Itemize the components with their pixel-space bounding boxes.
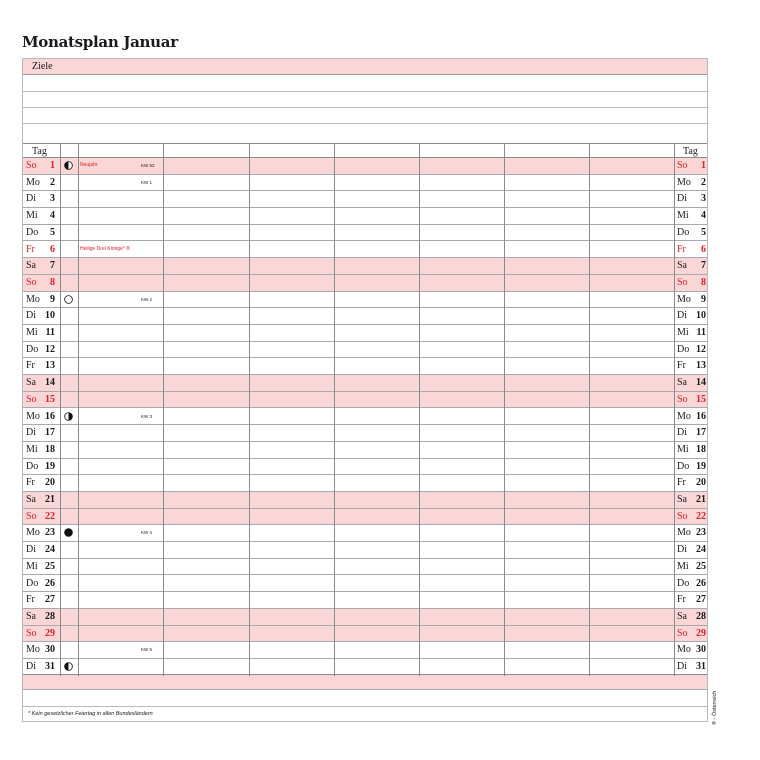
day-name: Mo bbox=[26, 410, 40, 422]
day-number: 16 bbox=[45, 410, 55, 422]
day-name: Sa bbox=[26, 260, 36, 272]
column-divider bbox=[419, 143, 420, 676]
day-name-right: Mi bbox=[677, 443, 689, 455]
day-name-right: Fr bbox=[677, 243, 686, 255]
day-number-right: 29 bbox=[696, 627, 706, 639]
day-number: 20 bbox=[45, 477, 55, 489]
day-row bbox=[23, 642, 707, 659]
day-number: 8 bbox=[50, 276, 55, 288]
page-title: Monatsplan Januar bbox=[22, 33, 178, 51]
day-row bbox=[23, 525, 707, 542]
day-row bbox=[23, 175, 707, 192]
day-number: 26 bbox=[45, 577, 55, 589]
day-number-right: 22 bbox=[696, 510, 706, 522]
day-row bbox=[23, 509, 707, 526]
footnote: * Kein gesetzlicher Feiertag in allen Bundesländern bbox=[28, 711, 153, 717]
day-row bbox=[23, 425, 707, 442]
day-number-right: 26 bbox=[696, 577, 706, 589]
day-name: Mo bbox=[26, 644, 40, 656]
moon-phase-icon bbox=[64, 662, 73, 671]
day-number: 25 bbox=[45, 560, 55, 572]
day-number-right: 16 bbox=[696, 410, 706, 422]
day-number-right: 25 bbox=[696, 560, 706, 572]
day-row bbox=[23, 258, 707, 275]
day-number-right: 14 bbox=[696, 377, 706, 389]
day-number: 27 bbox=[45, 594, 55, 606]
day-number: 7 bbox=[50, 260, 55, 272]
month-plan-frame bbox=[22, 58, 708, 722]
day-name-right: So bbox=[677, 160, 688, 171]
day-name: Do bbox=[26, 226, 39, 238]
day-number-right: 2 bbox=[701, 176, 706, 188]
day-name-right: Mo bbox=[677, 527, 691, 539]
day-number-right: 20 bbox=[696, 477, 706, 489]
goal-line bbox=[23, 91, 707, 92]
day-name: Do bbox=[26, 343, 39, 355]
day-number: 28 bbox=[45, 610, 55, 622]
day-name: Di bbox=[26, 193, 36, 205]
holiday-note: Heilige Drei Könige* ® bbox=[80, 245, 130, 252]
day-number-right: 12 bbox=[696, 343, 706, 355]
day-name-right: So bbox=[677, 627, 688, 639]
holiday-note: Neujahr bbox=[80, 162, 98, 168]
day-number-right: 27 bbox=[696, 594, 706, 606]
day-row bbox=[23, 576, 707, 593]
day-name-right: Sa bbox=[677, 494, 687, 505]
day-name: Mo bbox=[26, 527, 40, 539]
day-name-right: Do bbox=[677, 460, 690, 472]
day-number: 12 bbox=[45, 343, 55, 355]
day-number-right: 6 bbox=[701, 243, 706, 255]
week-number: KW 2 bbox=[141, 296, 153, 302]
day-name-right: So bbox=[677, 276, 688, 288]
day-row bbox=[23, 325, 707, 342]
day-number: 1 bbox=[50, 160, 55, 171]
day-name: Fr bbox=[26, 594, 35, 606]
day-number-right: 15 bbox=[696, 393, 706, 405]
day-number: 29 bbox=[45, 627, 55, 639]
day-name-right: Do bbox=[677, 343, 690, 355]
day-name-right: Mo bbox=[677, 644, 691, 656]
day-row bbox=[23, 542, 707, 559]
day-name: So bbox=[26, 510, 37, 522]
column-divider bbox=[249, 143, 250, 676]
day-number-right: 4 bbox=[701, 210, 706, 222]
day-name: Sa bbox=[26, 610, 36, 622]
day-number-right: 18 bbox=[696, 443, 706, 455]
day-name: Mi bbox=[26, 327, 38, 338]
day-name: Mi bbox=[26, 443, 38, 455]
day-row bbox=[23, 392, 707, 409]
day-row bbox=[23, 375, 707, 392]
tag-header-right: Tag bbox=[683, 146, 698, 157]
moon-phase-icon bbox=[64, 161, 73, 170]
day-name-right: Mi bbox=[677, 560, 689, 572]
day-row bbox=[23, 358, 707, 375]
day-number-right: 3 bbox=[701, 193, 706, 205]
day-name: Di bbox=[26, 544, 36, 556]
day-number-right: 21 bbox=[696, 494, 706, 505]
day-name: Mi bbox=[26, 210, 38, 222]
day-number: 22 bbox=[45, 510, 55, 522]
day-number-right: 13 bbox=[696, 360, 706, 372]
day-number-right: 9 bbox=[701, 293, 706, 305]
week-number: KW 52 bbox=[141, 163, 155, 168]
day-name: So bbox=[26, 276, 37, 288]
day-row bbox=[23, 208, 707, 225]
day-row bbox=[23, 292, 707, 309]
day-row bbox=[23, 342, 707, 359]
day-number-right: 19 bbox=[696, 460, 706, 472]
column-divider bbox=[589, 143, 590, 676]
day-name-right: Mo bbox=[677, 410, 691, 422]
moon-phase-icon bbox=[64, 412, 73, 421]
column-divider bbox=[163, 143, 164, 676]
day-row bbox=[23, 191, 707, 208]
day-row bbox=[23, 492, 707, 509]
day-number-right: 5 bbox=[701, 226, 706, 238]
week-number: KW 5 bbox=[141, 647, 153, 653]
day-name: Di bbox=[26, 661, 36, 672]
day-row bbox=[23, 308, 707, 325]
day-row bbox=[23, 409, 707, 426]
bottom-band bbox=[23, 674, 707, 690]
day-number: 2 bbox=[50, 176, 55, 188]
day-number: 6 bbox=[50, 243, 55, 255]
column-divider bbox=[334, 143, 335, 676]
week-number: KW 4 bbox=[141, 530, 153, 536]
week-number: KW 1 bbox=[141, 179, 153, 185]
day-number-right: 24 bbox=[696, 544, 706, 556]
day-name-right: Sa bbox=[677, 260, 687, 272]
day-name-right: Mo bbox=[677, 293, 691, 305]
day-name-right: Fr bbox=[677, 360, 686, 372]
day-name-right: Do bbox=[677, 226, 690, 238]
moon-phase-icon bbox=[64, 295, 73, 304]
goal-line bbox=[23, 107, 707, 108]
goals-label: Ziele bbox=[32, 61, 53, 72]
day-name-right: Sa bbox=[677, 377, 687, 389]
day-number: 31 bbox=[45, 661, 55, 672]
day-number: 23 bbox=[45, 527, 55, 539]
day-name: Do bbox=[26, 577, 39, 589]
column-divider bbox=[504, 143, 505, 676]
day-number: 17 bbox=[45, 427, 55, 439]
day-name: Mi bbox=[26, 560, 38, 572]
day-name: Mo bbox=[26, 293, 40, 305]
day-row bbox=[23, 592, 707, 609]
day-name: So bbox=[26, 160, 37, 171]
moon-phase-icon bbox=[64, 528, 73, 537]
day-number-right: 8 bbox=[701, 276, 706, 288]
day-name-right: Di bbox=[677, 661, 687, 672]
day-name-right: Mo bbox=[677, 176, 691, 188]
day-name: Di bbox=[26, 427, 36, 439]
day-number: 24 bbox=[45, 544, 55, 556]
day-name: So bbox=[26, 393, 37, 405]
day-number-right: 28 bbox=[696, 610, 706, 622]
day-row bbox=[23, 275, 707, 292]
day-name: Do bbox=[26, 460, 39, 472]
day-name: Mo bbox=[26, 176, 40, 188]
day-number: 9 bbox=[50, 293, 55, 305]
day-name-right: Di bbox=[677, 310, 687, 322]
day-row bbox=[23, 475, 707, 492]
day-row bbox=[23, 459, 707, 476]
day-number: 4 bbox=[50, 210, 55, 222]
day-number: 10 bbox=[45, 310, 55, 322]
day-name: Fr bbox=[26, 477, 35, 489]
day-number-right: 10 bbox=[696, 310, 706, 322]
day-number: 19 bbox=[45, 460, 55, 472]
day-number: 18 bbox=[45, 443, 55, 455]
day-name-right: Sa bbox=[677, 610, 687, 622]
day-number-right: 7 bbox=[701, 260, 706, 272]
day-name: Sa bbox=[26, 494, 36, 505]
day-row bbox=[23, 225, 707, 242]
copyright-note: ® - Österreich bbox=[712, 690, 718, 725]
day-number-right: 1 bbox=[701, 160, 706, 171]
day-number-right: 23 bbox=[696, 527, 706, 539]
day-number: 13 bbox=[45, 360, 55, 372]
goal-line bbox=[23, 123, 707, 124]
day-number: 3 bbox=[50, 193, 55, 205]
day-name-right: Fr bbox=[677, 594, 686, 606]
day-name-right: Mi bbox=[677, 327, 689, 338]
column-divider bbox=[60, 143, 61, 676]
day-name-right: Do bbox=[677, 577, 690, 589]
day-name: So bbox=[26, 627, 37, 639]
day-number: 15 bbox=[45, 393, 55, 405]
day-name-right: Di bbox=[677, 193, 687, 205]
week-number: KW 3 bbox=[141, 413, 153, 419]
bottom-line bbox=[23, 706, 707, 707]
column-divider bbox=[674, 143, 675, 676]
day-name-right: Di bbox=[677, 544, 687, 556]
day-number: 14 bbox=[45, 377, 55, 389]
day-number: 5 bbox=[50, 226, 55, 238]
day-row bbox=[23, 158, 707, 175]
day-row bbox=[23, 442, 707, 459]
day-row bbox=[23, 242, 707, 259]
day-name: Fr bbox=[26, 360, 35, 372]
day-name-right: So bbox=[677, 393, 688, 405]
day-name: Sa bbox=[26, 377, 36, 389]
tag-header-left: Tag bbox=[32, 146, 47, 157]
day-number: 30 bbox=[45, 644, 55, 656]
table-header bbox=[23, 143, 707, 158]
day-number-right: 17 bbox=[696, 427, 706, 439]
day-number-right: 11 bbox=[696, 327, 706, 338]
day-number-right: 31 bbox=[696, 661, 706, 672]
day-row bbox=[23, 626, 707, 643]
day-name-right: Di bbox=[677, 427, 687, 439]
column-divider bbox=[78, 143, 79, 676]
day-name-right: Fr bbox=[677, 477, 686, 489]
day-row bbox=[23, 609, 707, 626]
day-name-right: So bbox=[677, 510, 688, 522]
day-number: 21 bbox=[45, 494, 55, 505]
day-number-right: 30 bbox=[696, 644, 706, 656]
day-row bbox=[23, 559, 707, 576]
day-name-right: Mi bbox=[677, 210, 689, 222]
day-number: 11 bbox=[45, 327, 55, 338]
day-name: Fr bbox=[26, 243, 35, 255]
goals-header bbox=[23, 59, 707, 75]
day-name: Di bbox=[26, 310, 36, 322]
